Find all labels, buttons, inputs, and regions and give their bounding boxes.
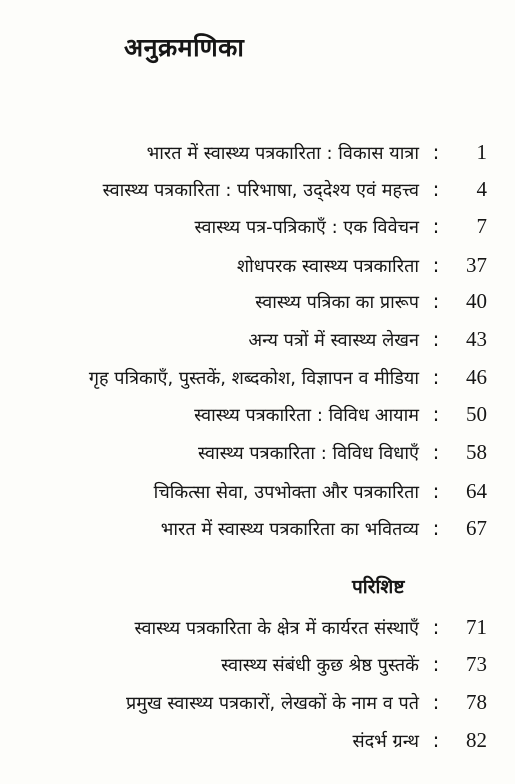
toc-separator: : — [432, 652, 440, 676]
toc-page-number: 64 — [466, 479, 487, 503]
appendix-entry-title: संदर्भ ग्रन्थ — [352, 731, 419, 752]
appendix-entry — [126, 690, 487, 715]
page-title: अनुक्रमणिका — [124, 33, 245, 62]
appendix-entry-title: स्वास्थ्य संबंधी कुछ श्रेष्ठ पुस्तकें — [221, 655, 419, 676]
toc-entry — [161, 516, 487, 541]
appendix-entry — [352, 728, 487, 753]
toc-separator: : — [432, 516, 440, 540]
appendix-entry — [134, 615, 487, 640]
toc-separator: : — [432, 327, 440, 351]
toc-page-number: 50 — [466, 402, 487, 426]
toc-entry — [198, 440, 487, 465]
toc-entry-title: स्वास्थ्य पत्रिका का प्रारूप — [255, 292, 419, 313]
toc-entry-title: भारत में स्वास्थ्य पत्रकारिता का भवितव्य — [160, 519, 419, 540]
toc-separator: : — [432, 140, 440, 164]
toc-page-number: 40 — [466, 289, 487, 313]
appendix-heading: परिशिष्ट — [352, 576, 405, 598]
toc-entry-title: गृह पत्रिकाएँ, पुस्तकें, शब्दकोश, विज्ञापन व मीडिया — [88, 368, 419, 389]
toc-entry — [195, 214, 487, 239]
toc-page-number: 37 — [466, 253, 487, 277]
toc-separator: : — [432, 440, 440, 464]
toc-entry — [194, 402, 487, 427]
toc-page-number: 67 — [466, 516, 487, 540]
toc-page-number: 73 — [466, 652, 487, 676]
toc-separator: : — [432, 253, 440, 277]
toc-entry-title: स्वास्थ्य पत्रकारिता : विविध आयाम — [194, 405, 419, 426]
toc-entry — [89, 365, 487, 390]
appendix-entry — [221, 652, 487, 677]
toc-entry — [237, 253, 487, 278]
toc-page-number: 71 — [466, 615, 487, 639]
toc-page-number: 1 — [476, 140, 487, 164]
toc-separator: : — [432, 289, 440, 313]
toc-entry-title: अन्य पत्रों में स्वास्थ्य लेखन — [248, 330, 419, 351]
toc-entry-title: भारत में स्वास्थ्य पत्रकारिता : विकास यात्रा — [146, 143, 419, 164]
toc-entry-title: स्वास्थ्य पत्रकारिता : विविध विधाएँ — [197, 443, 419, 464]
toc-separator: : — [432, 690, 440, 714]
toc-entry — [255, 289, 487, 314]
toc-separator: : — [432, 214, 440, 238]
toc-entry-title: चिकित्सा सेवा, उपभोक्ता और पत्रकारिता — [153, 482, 419, 503]
toc-page-number: 4 — [476, 177, 487, 201]
toc-page-number: 78 — [466, 690, 487, 714]
toc-entry-title: शोधपरक स्वास्थ्य पत्रकारिता — [236, 256, 419, 277]
toc-entry — [103, 177, 487, 202]
toc-entry — [248, 327, 487, 352]
toc-separator: : — [432, 177, 440, 201]
toc-page-number: 43 — [466, 327, 487, 351]
appendix-entry-title: प्रमुख स्वास्थ्य पत्रकारों, लेखकों के नाम व पते — [125, 693, 419, 714]
toc-entry-title: स्वास्थ्य पत्र-पत्रिकाएँ : एक विवेचन — [194, 217, 419, 238]
toc-entry — [147, 140, 487, 165]
toc-page-number: 82 — [466, 728, 487, 752]
toc-separator: : — [432, 728, 440, 752]
appendix-entry-title: स्वास्थ्य पत्रकारिता के क्षेत्र में कार्यरत संस्थाएँ — [134, 618, 419, 639]
toc-separator: : — [432, 615, 440, 639]
toc-separator: : — [432, 365, 440, 389]
toc-entry-title: स्वास्थ्य पत्रकारिता : परिभाषा, उद्‌देश्य एवं महत्त्व — [102, 180, 419, 201]
toc-page-number: 58 — [466, 440, 487, 464]
toc-page-number: 7 — [476, 214, 487, 238]
toc-entry — [154, 479, 487, 504]
toc-page-number: 46 — [466, 365, 487, 389]
toc-separator: : — [432, 402, 440, 426]
toc-separator: : — [432, 479, 440, 503]
